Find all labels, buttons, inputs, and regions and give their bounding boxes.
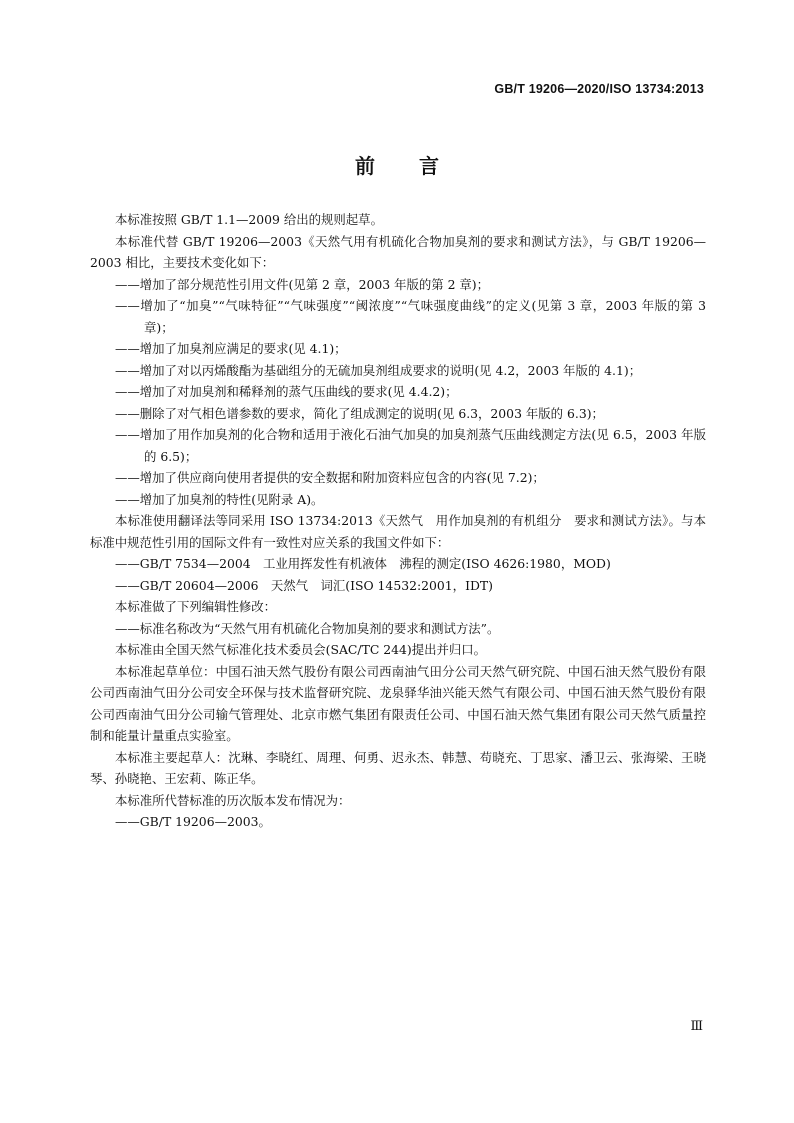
page-number: Ⅲ [690, 1019, 703, 1034]
paragraph-drafting-rule: 本标准按照 GB/T 1.1—2009 给出的规则起草。 [115, 212, 383, 227]
paragraph-drafters: 本标准主要起草人：沈琳、李晓红、周理、何勇、迟永杰、韩慧、苟晓充、丁思家、潘卫云、张海梁、王晓琴、孙晓艳、王宏莉、陈正华。 [90, 749, 706, 786]
paragraph-proposer: 本标准由全国天然气标准化技术委员会(SAC/TC 244)提出并归口。 [115, 642, 487, 657]
header-standard-code: GB/T 19206—2020/ISO 13734:2013 [494, 82, 704, 96]
list-item: ——增加了加臭剂应满足的要求(见 4.1)； [115, 341, 347, 356]
page-title [0, 150, 794, 179]
list-item: ——增加了用作加臭剂的化合物和适用于液化石油气加臭的加臭剂蒸气压曲线测定方法(见 6.5，2003 年版的 6.5)； [115, 427, 706, 464]
list-item: ——增加了“加臭”“气味特征”“气味强度”“阈浓度”“气味强度曲线”的定义(见第 3 章，2003 年版的第 3 章)； [115, 298, 706, 335]
paragraph-translation: 本标准使用翻译法等同采用 ISO 13734:2013《天然气 用作加臭剂的有机组分 要求和测试方法》。与本标准中规范性引用的国际文件有一致性对应关系的我国文件如下： [90, 513, 706, 550]
title-char-2: 言 [419, 154, 439, 178]
list-item: ——增加了部分规范性引用文件(见第 2 章，2003 年版的第 2 章)； [115, 276, 490, 292]
paragraph-editorial: 本标准做了下列编辑性修改： [115, 599, 277, 614]
title-char-1: 前 [355, 154, 375, 178]
list-item: ——增加了对加臭剂和稀释剂的蒸气压曲线的要求(见 4.4.2)； [115, 384, 458, 399]
paragraph-replaces: 本标准代替 GB/T 19206—2003《天然气用有机硫化合物加臭剂的要求和测试方法》，与 GB/T 19206—2003 相比，主要技术变化如下： [90, 233, 706, 270]
foreword-body [90, 209, 706, 833]
paragraph-drafting-units: 本标准起草单位：中国石油天然气股份有限公司西南油气田分公司天然气研究院、中国石油天然气股份有限公司西南油气田分公司安全环保与技术监督研究院、龙泉驿华油兴能天然气有限公司、中国石油天然气股份有限公司西南油气田分公司输气管理处、北京市燃气集团有限责任公司、中国石油天然气集团有限公司天然气质量控制和能量计量重点实验室。 [90, 663, 706, 743]
list-item: ——GB/T 7534—2004 工业用挥发性有机液体 沸程的测定(ISO 4626:1980，MOD) [115, 556, 611, 571]
list-item: ——GB/T 19206—2003。 [115, 814, 271, 829]
list-item: ——GB/T 20604—2006 天然气 词汇(ISO 14532:2001，IDT) [115, 577, 493, 593]
list-item: ——增加了供应商向使用者提供的安全数据和附加资料应包含的内容(见 7.2)； [115, 470, 545, 485]
list-item: ——标准名称改为“天然气用有机硫化合物加臭剂的要求和测试方法”。 [115, 620, 500, 636]
paragraph-history: 本标准所代替标准的历次版本发布情况为： [115, 792, 351, 808]
list-item: ——删除了对气相色谱参数的要求，简化了组成测定的说明(见 6.3，2003 年版的 6.3)； [115, 405, 604, 421]
list-item: ——增加了加臭剂的特性(见附录 A)。 [115, 491, 324, 507]
list-item: ——增加了对以丙烯酸酯为基础组分的无硫加臭剂组成要求的说明(见 4.2，2003 年版的 4.1)； [115, 362, 642, 378]
